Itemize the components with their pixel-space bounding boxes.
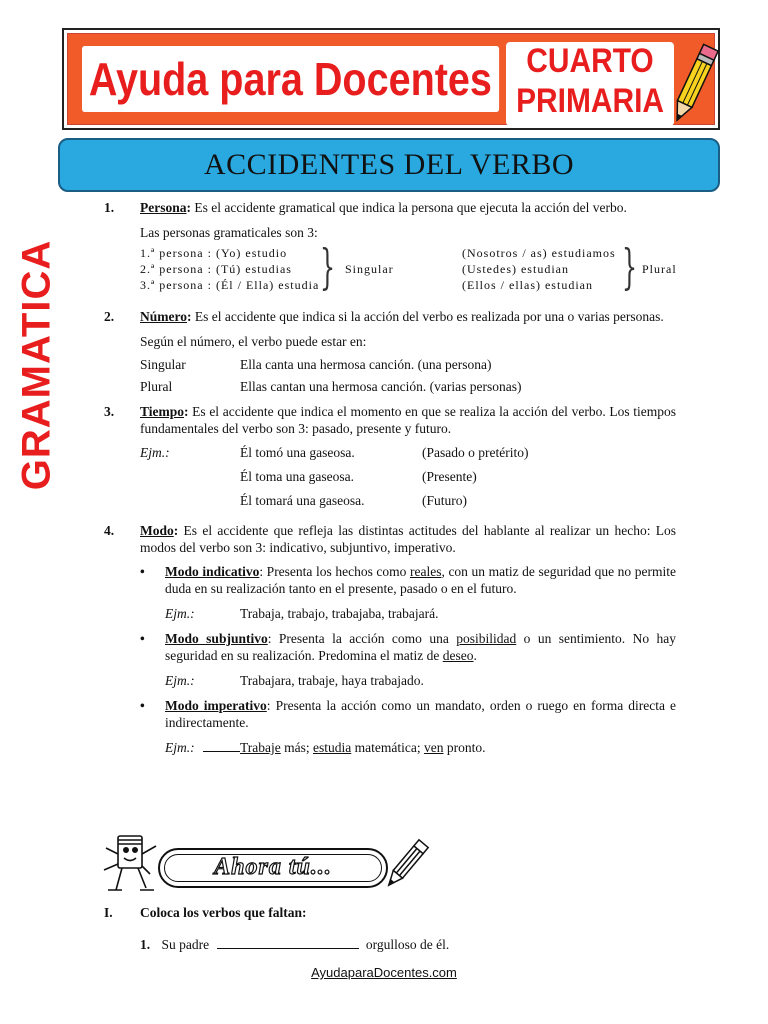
activity-banner (100, 830, 434, 896)
example-text: Él toma una gaseosa. (240, 469, 354, 484)
mode-paragraph (165, 698, 676, 731)
example-text: Él tomó una gaseosa. (240, 445, 355, 460)
persons-table (140, 239, 677, 295)
item-colon: : (173, 523, 179, 538)
side-label (14, 220, 60, 510)
mode-example (165, 739, 676, 757)
singular-row: 2.ª persona : (Tú) estudias (140, 262, 292, 276)
activity-banner-text: Ahora tú... (214, 854, 332, 880)
plural-label: Plural (642, 262, 677, 276)
example-text-part: más; (280, 740, 313, 755)
example-row (140, 465, 676, 489)
example-tense: (Presente) (422, 469, 477, 484)
mode-imperativo (140, 698, 676, 757)
spacer (140, 465, 240, 489)
exercise-number: I. (104, 905, 113, 920)
number-examples (140, 354, 676, 398)
singular-brace: } (319, 239, 336, 295)
example-tense: (Pasado o pretérito) (422, 445, 529, 460)
pencil-icon (668, 38, 720, 130)
exercise-heading (104, 904, 676, 922)
grade-line2: PRIMARIA (516, 82, 665, 120)
singular-label: Singular (345, 262, 394, 276)
mode-text: : Presenta los hechos como (259, 564, 410, 579)
item-number: 3. (104, 404, 115, 419)
answer-blank[interactable] (217, 936, 359, 949)
mode-indicativo (140, 564, 676, 623)
blank-line (203, 739, 240, 752)
example-text: Trabaja, trabajo, trabajaba, trabajará. (240, 606, 439, 621)
ejm-label: Ejm.: (165, 740, 195, 755)
page-title: ACCIDENTES DEL VERBO (204, 148, 574, 181)
item-colon: : (186, 200, 191, 215)
item-number: 1. (104, 200, 115, 215)
bullet-dot: • (140, 698, 145, 713)
example-text: Ella canta una hermosa canción. (una persona) (240, 357, 492, 372)
example-row (140, 354, 676, 376)
example-text: Él tomará una gaseosa. (240, 493, 365, 508)
mode-text: : Presenta la acción como una (267, 631, 457, 646)
mode-text: o un sentimiento. No hay seguridad en su realización. Predomina el matiz de (165, 631, 677, 663)
spacer (140, 489, 240, 513)
mode-text: , con un matiz de seguridad que no permite duda en su realización tanto en el presente, pasado o en el futuro. (165, 564, 676, 596)
example-text-part: matemática; (351, 740, 424, 755)
exercise-instruction: Coloca los verbos que faltan: (140, 905, 307, 920)
main-content (104, 200, 676, 757)
example-label: Plural (140, 379, 173, 394)
mode-keyword: deseo (442, 647, 474, 663)
item-modo (104, 523, 676, 757)
tense-examples (140, 441, 676, 513)
example-text: Ellas cantan una hermosa canción. (varias personas) (240, 379, 522, 394)
item-text: Es el accidente que refleja las distintas actitudes del hablante al realizar un hecho: Los modos del verbo son 3: indicativo, subjuntivo, imperativo. (140, 523, 676, 555)
exercise-question (104, 936, 676, 954)
bullet-dot: • (140, 631, 145, 646)
mode-text: : Presenta la acción como un mandato, orden o ruego en forma directa e indirectamente. (165, 698, 676, 730)
bullet-dot: • (140, 564, 145, 579)
mode-term: Modo indicativo (165, 564, 260, 579)
example-text-part: pronto. (443, 740, 486, 755)
item-text: Es el accidente gramatical que indica la persona que ejecuta la acción del verbo. (191, 200, 627, 215)
mode-keyword: reales (410, 564, 442, 579)
example-row (140, 376, 676, 398)
ejm-label: Ejm.: (165, 606, 195, 621)
item-term: Modo (140, 523, 174, 538)
plural-row: (Nosotros / as) estudiamos (462, 246, 616, 260)
grade-badge (506, 42, 674, 126)
item-numero (104, 309, 676, 398)
example-row (140, 441, 676, 465)
item-text: Es el accidente que indica el momento en que se realiza la acción del verbo. Los tiempos fundamentales del verbo son 3: pasado, presente y futuro. (140, 404, 676, 436)
item-colon: : (187, 309, 192, 324)
mode-keyword: posibilidad (456, 631, 517, 646)
plural-list (462, 245, 616, 293)
site-title: Ayuda para Docentes (82, 46, 499, 112)
question-text-before: Su padre (161, 937, 210, 952)
plural-row: (Ustedes) estudian (462, 262, 569, 276)
example-label: Singular (140, 357, 186, 372)
question-number: 1. (140, 937, 151, 952)
item-paragraph (140, 404, 676, 437)
mode-example (165, 672, 676, 690)
mode-term: Modo imperativo (165, 698, 267, 713)
footer-link[interactable]: AyudaparaDocentes.com (311, 965, 457, 980)
ejm-label: Ejm.: (165, 673, 195, 688)
example-text: Trabajara, trabaje, haya trabajado. (240, 673, 424, 688)
example-row (140, 489, 676, 513)
item-number: 4. (104, 523, 115, 538)
header-banner-background (67, 33, 715, 125)
item-intro: Según el número, el verbo puede estar en: (140, 333, 367, 349)
side-label-text: GRAMATICA (14, 239, 59, 491)
singular-row: 1.ª persona : (Yo) estudio (140, 246, 288, 260)
example-tense: (Futuro) (422, 493, 467, 508)
mode-paragraph (165, 631, 676, 664)
example-keyword: Trabaje (240, 740, 281, 755)
item-text: Es el accidente que indica si la acción del verbo es realizada por una o varias personas. (191, 309, 664, 324)
singular-row: 3.ª persona : (Él / Ella) estudia (140, 278, 320, 292)
singular-list (140, 245, 319, 293)
ejm-label: Ejm.: (140, 445, 170, 460)
mode-subjuntivo (140, 631, 676, 690)
example-keyword: estudia (313, 740, 352, 755)
example-text (240, 739, 485, 757)
pencil-icon (382, 836, 432, 894)
question-text-after: orgulloso de él. (365, 937, 450, 952)
title-bar (58, 138, 720, 192)
item-paragraph (140, 523, 676, 556)
item-tiempo (104, 404, 676, 513)
pencil-character-icon (100, 830, 166, 896)
exercise-section (104, 904, 676, 954)
grade-line1: CUARTO (526, 42, 654, 80)
item-intro: Las personas gramaticales son 3: (140, 224, 318, 240)
plural-brace: } (621, 239, 638, 295)
item-persona (104, 200, 676, 295)
mode-term: Modo subjuntivo (165, 631, 268, 646)
example-keyword: ven (423, 740, 444, 755)
plural-row: (Ellos / ellas) estudian (462, 278, 593, 292)
mode-text: . (473, 647, 477, 663)
header-banner (62, 28, 720, 130)
item-colon: : (184, 404, 189, 419)
mode-example (165, 605, 676, 623)
item-term: Tiempo (140, 404, 185, 419)
mode-paragraph (165, 564, 676, 597)
item-term: Persona (140, 200, 187, 215)
item-number: 2. (104, 309, 115, 324)
item-paragraph (140, 309, 676, 326)
item-paragraph (140, 200, 676, 217)
activity-banner-box (158, 848, 388, 888)
item-term: Número (140, 309, 187, 324)
